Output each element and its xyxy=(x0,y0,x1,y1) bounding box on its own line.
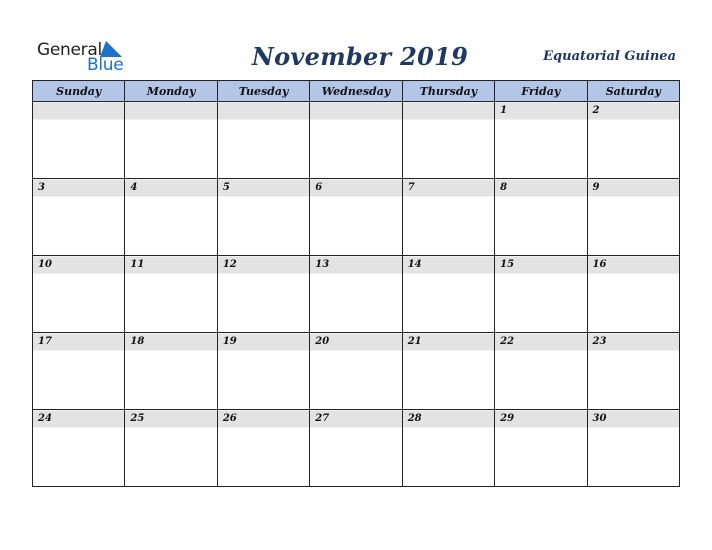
day-cell xyxy=(125,256,217,333)
week-row xyxy=(33,102,680,179)
day-cell xyxy=(125,410,217,487)
weekday-header: Saturday xyxy=(587,81,679,102)
day-number xyxy=(403,102,494,119)
week-row xyxy=(33,410,680,487)
day-cell xyxy=(33,256,125,333)
day-cell xyxy=(33,333,125,410)
weekday-header: Sunday xyxy=(33,81,125,102)
day-number xyxy=(33,102,124,119)
day-cell xyxy=(310,179,402,256)
day-number: 21 xyxy=(407,336,422,347)
day-number: 19 xyxy=(222,336,237,347)
day-cell xyxy=(125,179,217,256)
day-cell xyxy=(495,410,587,487)
day-cell xyxy=(33,410,125,487)
day-cell xyxy=(402,333,494,410)
day-number: 15 xyxy=(500,259,515,270)
generalblue-logo xyxy=(37,40,147,74)
day-number: 18 xyxy=(130,336,145,347)
weekday-header: Friday xyxy=(495,81,587,102)
day-number: 24 xyxy=(38,413,52,424)
day-number: 23 xyxy=(592,336,607,347)
day-cell xyxy=(587,179,679,256)
day-cell xyxy=(495,179,587,256)
day-cell xyxy=(402,410,494,487)
day-cell xyxy=(217,179,309,256)
day-number: 25 xyxy=(130,413,145,424)
day-cell xyxy=(402,256,494,333)
day-cell xyxy=(125,333,217,410)
country-name: Equatorial Guinea xyxy=(543,49,676,64)
day-number: 17 xyxy=(38,336,52,347)
week-row xyxy=(33,333,680,410)
weekday-header-row xyxy=(33,81,680,102)
day-cell xyxy=(310,410,402,487)
weekday-header: Wednesday xyxy=(310,81,402,102)
logo-text-general: General xyxy=(37,40,102,60)
day-cell xyxy=(217,410,309,487)
day-number: 12 xyxy=(222,259,237,270)
day-number: 14 xyxy=(407,259,422,270)
day-cell xyxy=(217,256,309,333)
week-row xyxy=(33,179,680,256)
day-number: 11 xyxy=(130,259,145,270)
day-number: 7 xyxy=(407,182,415,193)
day-number: 29 xyxy=(500,413,515,424)
day-number: 8 xyxy=(500,182,508,193)
day-number: 6 xyxy=(315,182,323,193)
day-number: 10 xyxy=(38,259,52,270)
day-number: 1 xyxy=(500,105,508,116)
weekday-header: Monday xyxy=(125,81,217,102)
day-number: 27 xyxy=(315,413,330,424)
day-number: 20 xyxy=(315,336,330,347)
calendar-title: November 2019 xyxy=(251,42,469,71)
day-number: 9 xyxy=(592,182,600,193)
day-cell xyxy=(217,102,309,179)
day-cell xyxy=(402,179,494,256)
day-number: 3 xyxy=(38,182,45,193)
day-cell xyxy=(125,102,217,179)
day-number xyxy=(218,102,309,119)
logo-text-blue: Blue xyxy=(87,55,124,75)
day-number: 22 xyxy=(500,336,515,347)
day-number xyxy=(125,102,216,119)
day-number xyxy=(310,102,401,119)
day-cell xyxy=(402,102,494,179)
day-cell xyxy=(33,179,125,256)
week-row xyxy=(33,256,680,333)
day-number: 4 xyxy=(130,182,138,193)
day-cell xyxy=(587,333,679,410)
day-cell xyxy=(587,410,679,487)
day-cell xyxy=(310,256,402,333)
day-number: 5 xyxy=(222,182,230,193)
day-cell xyxy=(33,102,125,179)
day-cell xyxy=(587,102,679,179)
day-number: 2 xyxy=(592,105,600,116)
calendar-grid xyxy=(32,80,680,487)
weekday-header: Tuesday xyxy=(217,81,309,102)
day-number: 26 xyxy=(222,413,237,424)
day-cell xyxy=(495,102,587,179)
day-number: 13 xyxy=(315,259,330,270)
day-cell xyxy=(310,333,402,410)
day-cell xyxy=(495,333,587,410)
weekday-header: Thursday xyxy=(402,81,494,102)
day-number: 28 xyxy=(407,413,422,424)
day-number: 30 xyxy=(592,413,607,424)
day-cell xyxy=(217,333,309,410)
day-cell xyxy=(310,102,402,179)
day-cell xyxy=(587,256,679,333)
day-number: 16 xyxy=(592,259,607,270)
day-cell xyxy=(495,256,587,333)
